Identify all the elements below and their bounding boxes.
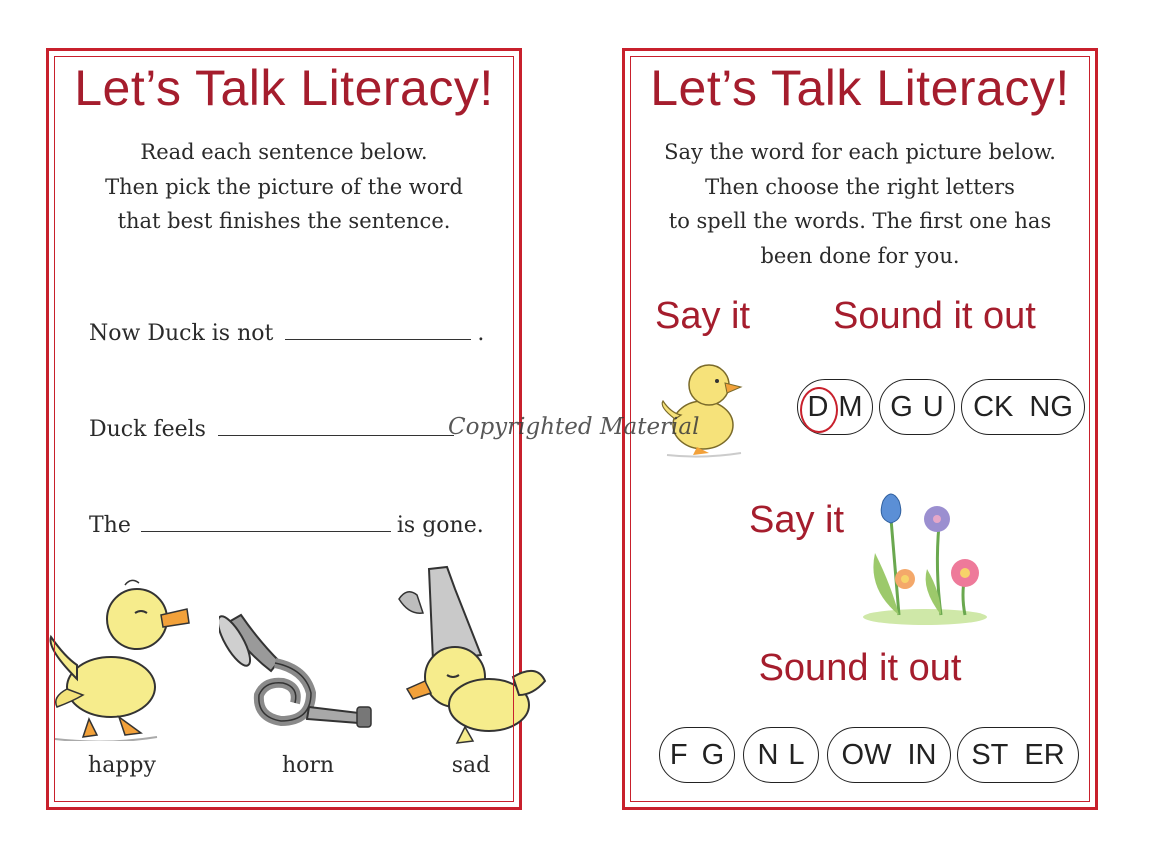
copyright-watermark: Copyrighted Material: [448, 414, 700, 440]
circled-letter: D: [807, 390, 829, 423]
answer-blank[interactable]: [218, 415, 454, 436]
instruction-line: Then choose the right letters: [705, 174, 1015, 199]
sad-duck-illustration: [393, 565, 549, 749]
sound-it-out-heading: Sound it out: [758, 647, 962, 689]
letter-choice-st-er[interactable]: ST ER: [957, 727, 1079, 783]
say-it-heading: Say it: [749, 499, 845, 541]
sentence-2: [89, 415, 460, 442]
sound-it-out-heading: Sound it out: [833, 295, 1036, 337]
letter-choice-d-m[interactable]: D M: [797, 379, 873, 435]
sentence-text: Duck feels: [89, 417, 206, 442]
horn-illustration: [219, 611, 379, 736]
flowers-picture: [861, 489, 991, 625]
letter-choice-f-g[interactable]: F G: [659, 727, 735, 783]
left-page-title: Let’s Talk Literacy!: [74, 60, 494, 116]
sentence-text: .: [477, 321, 485, 346]
sentence-text: Now Duck is not: [89, 321, 274, 346]
sentence-1: [89, 319, 484, 346]
letter-choice-g-u[interactable]: G U: [879, 379, 955, 435]
choice-sad-label: sad: [451, 753, 491, 778]
instruction-line: to spell the words. The first one has: [668, 209, 1052, 233]
instruction-line: Say the word for each picture below.: [664, 140, 1056, 164]
sentence-text: The: [89, 513, 131, 538]
duckling-picture: [657, 357, 751, 459]
choice-happy-label: happy: [88, 753, 156, 778]
say-it-heading: Say it: [655, 295, 751, 337]
instruction-line: been done for you.: [760, 243, 960, 268]
sentence-3: [89, 511, 484, 538]
left-instructions: [69, 135, 499, 239]
instruction-line: Then pick the picture of the word: [105, 174, 463, 199]
letter-choice-n-l[interactable]: N L: [743, 727, 819, 783]
instruction-line: that best finishes the sentence.: [117, 209, 451, 233]
answer-blank[interactable]: [141, 511, 391, 532]
happy-duck-illustration: [47, 579, 197, 741]
right-page-title: Let’s Talk Literacy!: [650, 60, 1070, 116]
answer-blank[interactable]: [285, 319, 471, 340]
sentence-text: is gone.: [396, 513, 484, 538]
choice-horn-label: horn: [281, 753, 335, 778]
letter-choice-ow-in[interactable]: OW IN: [827, 727, 951, 783]
right-instructions: [635, 135, 1085, 273]
instruction-line: Read each sentence below.: [140, 140, 428, 164]
letter-choice-ck-ng[interactable]: CK NG: [961, 379, 1085, 435]
